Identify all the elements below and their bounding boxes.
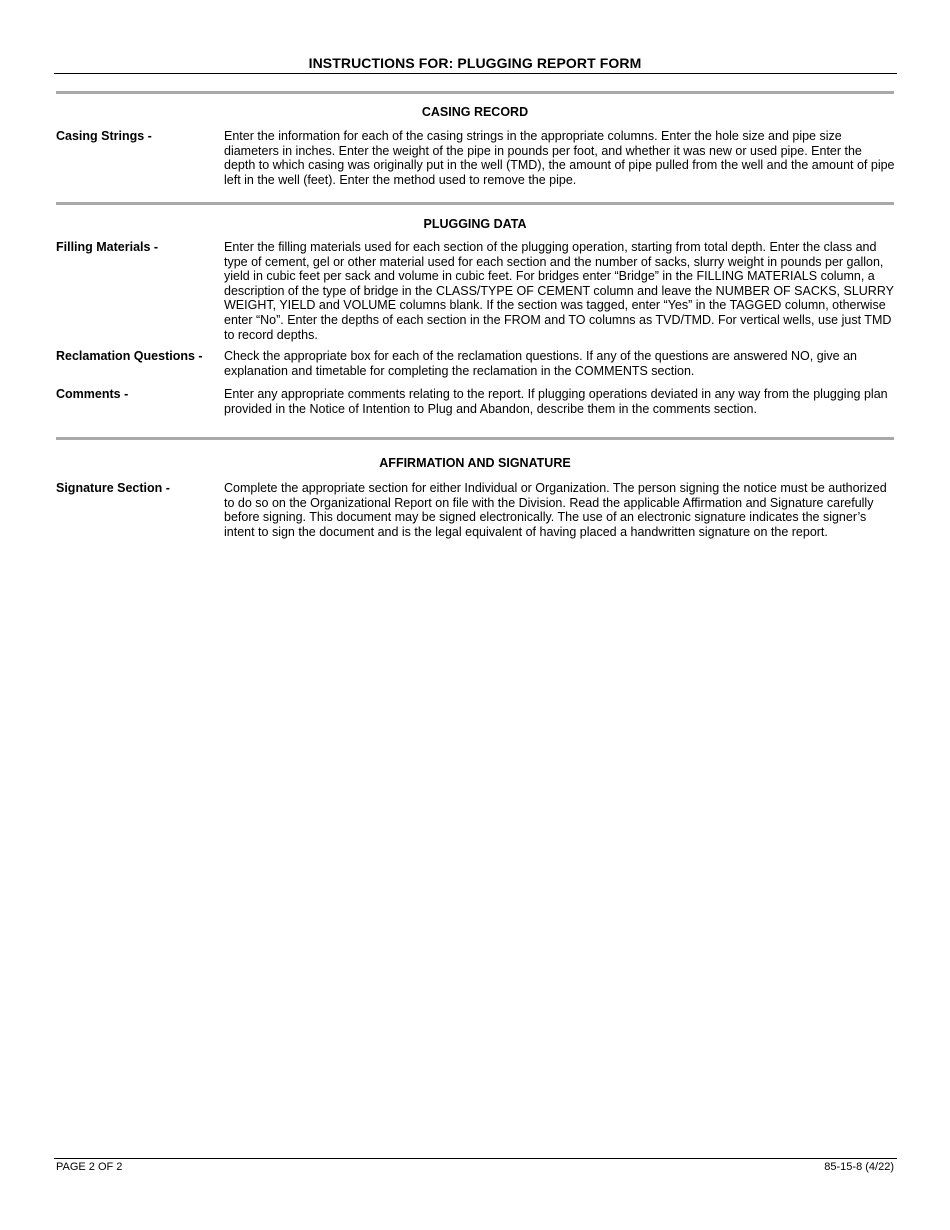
page-title: INSTRUCTIONS FOR: PLUGGING REPORT FORM <box>308 55 642 71</box>
comments-label: Comments - <box>56 387 129 401</box>
plugging-data-heading: PLUGGING DATA <box>423 217 527 231</box>
casing-strings-text: Enter the information for each of the casing strings in the appropriate columns. Enter the hole size and pipe size diameters in inches. Enter the weight of the pipe in pounds per foot, and whether it was new or used pipe. Enter the depth to which casing was originally put in the well (TMD), the amount of pipe pulled from the well and the amount of pipe left in the well (feet). Enter the method used to remove the pipe. <box>224 129 895 187</box>
casing-strings-label: Casing Strings - <box>56 129 152 143</box>
comments-text: Enter any appropriate comments relating to the report. If plugging operations deviated in any way from the plugging plan provided in the Notice of Intention to Plug and Abandon, describe them in the comments section. <box>224 387 888 416</box>
plugging-data-divider <box>56 202 894 205</box>
filling-materials-text: Enter the filling materials used for each section of the plugging operation, starting from total depth. Enter the class and type of cement, gel or other material used for each section and the number of sacks, slurry weight in pounds per gallon, yield in cubic feet per sack and volume in cubic feet. For bridges enter “Bridge” in the FILLING MATERIALS column, a description of the type of bridge in the CLASS/TYPE OF CEMENT column and leave the NUMBER OF SACKS, SLURRY WEIGHT, YIELD and VOLUME columns blank. If the section was tagged, enter “Yes” in the TAGGED column, otherwise enter “No”. Enter the depths of each section in the FROM and TO columns as TVD/TMD. For vertical wells, use just TMD to record depths. <box>224 240 894 342</box>
reclamation-questions-label: Reclamation Questions - <box>56 349 203 363</box>
page-number: PAGE 2 OF 2 <box>56 1161 123 1173</box>
form-number: 85-15-8 (4/22) <box>824 1161 894 1173</box>
casing-record-divider <box>56 91 894 94</box>
signature-section-text: Complete the appropriate section for either Individual or Organization. The person signing the notice must be authorized to do so on the Organizational Report on file with the Division. Read the applicable Affirmation and Signature carefully before signing. This document may be signed electronically. The use of an electronic signature indicates the signer’s intent to sign the document and is the legal equivalent of having placed a handwritten signature on the report. <box>224 481 887 539</box>
title-divider <box>54 73 897 74</box>
reclamation-questions-text: Check the appropriate box for each of the reclamation questions. If any of the questions are answered NO, give an explanation and timetable for completing the reclamation in the COMMENTS section. <box>224 349 858 378</box>
footer-divider <box>54 1158 897 1159</box>
filling-materials-label: Filling Materials - <box>56 240 159 254</box>
affirmation-heading: AFFIRMATION AND SIGNATURE <box>379 456 571 470</box>
affirmation-divider <box>56 437 894 440</box>
casing-record-heading: CASING RECORD <box>421 105 529 119</box>
signature-section-label: Signature Section - <box>56 481 170 495</box>
